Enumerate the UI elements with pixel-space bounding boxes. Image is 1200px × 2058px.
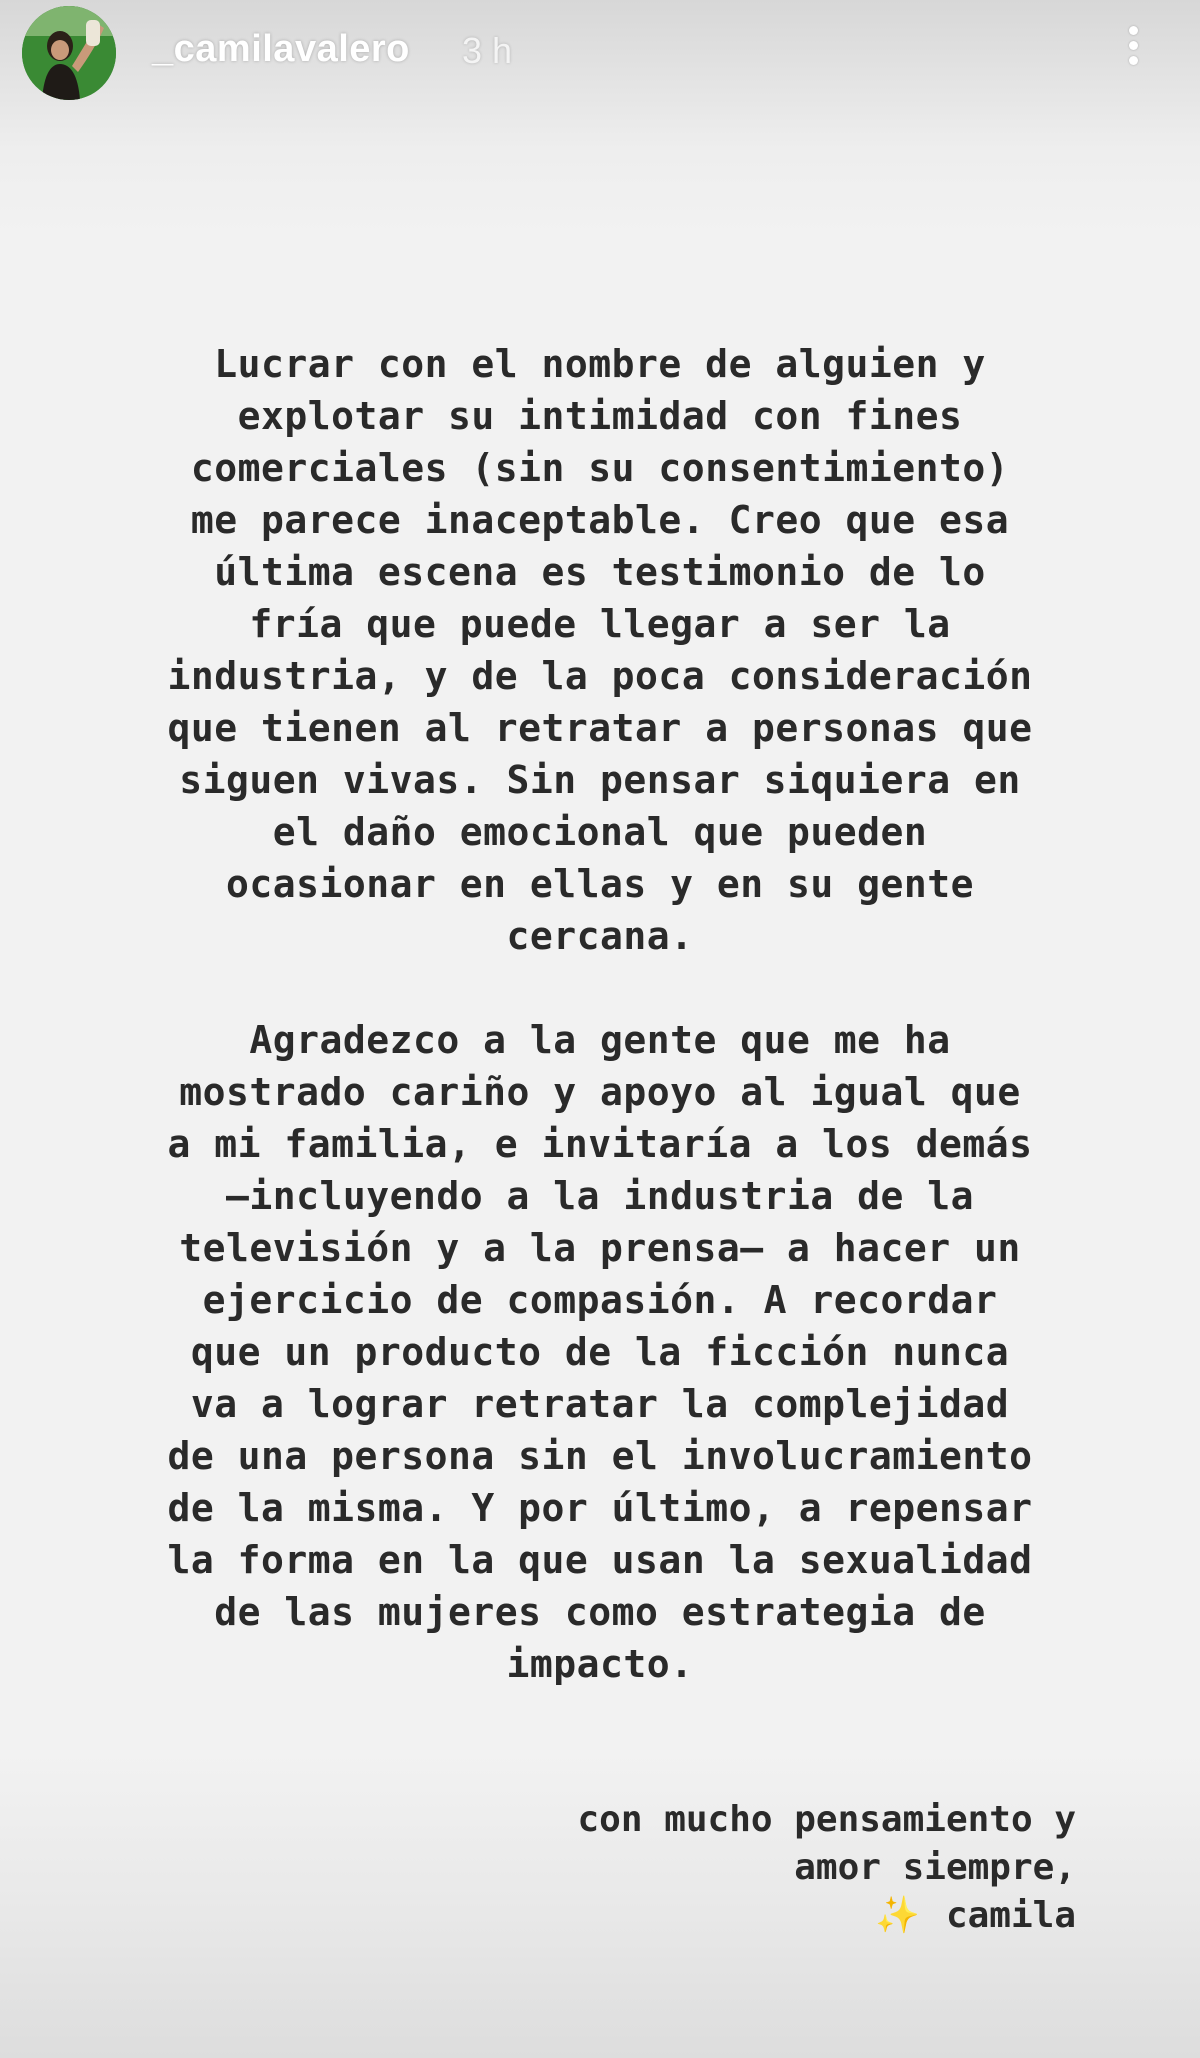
story-text-line: siguen vivas. Sin pensar siquiera en [179, 758, 1021, 802]
story-text-line: el daño emocional que pueden [272, 810, 928, 854]
username[interactable]: _camilavalero [152, 28, 410, 70]
story-text-line: mostrado cariño y apoyo al igual que [179, 1070, 1021, 1114]
vertical-ellipsis-icon [1129, 26, 1138, 35]
story-text-line: de las mujeres como estrategia de [214, 1590, 986, 1634]
story-text-line: última escena es testimonio de lo [214, 550, 986, 594]
story-text-line: fría que puede llegar a ser la [249, 602, 951, 646]
profile-photo-icon [22, 6, 116, 100]
story-signoff [578, 1796, 1077, 1940]
story-text-line: me parece inaceptable. Creo que esa [190, 498, 1010, 542]
story-paragraph-2 [84, 1014, 1116, 1690]
story-text-line: comerciales (sin su consentimiento) [190, 446, 1010, 490]
story-text-line: Agradezco a la gente que me ha [249, 1018, 951, 1062]
story-text-line: explotar su intimidad con fines [237, 394, 963, 438]
signoff-line: con mucho pensamiento y [577, 1799, 1076, 1840]
avatar[interactable] [22, 6, 116, 100]
sparkle-icon: ✨ [875, 1895, 920, 1936]
story-text-line: que un producto de la ficción nunca [190, 1330, 1010, 1374]
story-text-line: va a lograr retratar la complejidad [190, 1382, 1010, 1426]
signoff-name: camila [945, 1895, 1076, 1936]
signoff-signature-line [578, 1892, 1077, 1940]
story-text-line: Lucrar con el nombre de alguien y [214, 342, 986, 386]
more-options-button[interactable] [1118, 22, 1148, 78]
story-text-line: de una persona sin el involucramiento [167, 1434, 1033, 1478]
story-text-line: la forma en la que usan la sexualidad [167, 1538, 1033, 1582]
story-text-line: impacto. [506, 1642, 694, 1686]
story-text-line: ejercicio de compasión. A recordar [202, 1278, 998, 1322]
signoff-line: amor siempre, [794, 1847, 1076, 1888]
story-header [0, 0, 1200, 110]
story-timestamp: 3 h [462, 30, 513, 71]
story-text-line: televisión y a la prensa— a hacer un [179, 1226, 1021, 1270]
story-text-line: cercana. [506, 914, 694, 958]
story-text-line: industria, y de la poca consideración [167, 654, 1033, 698]
story-text-line: de la misma. Y por último, a repensar [167, 1486, 1033, 1530]
story-paragraph-1 [84, 338, 1116, 962]
story-text-line: ocasionar en ellas y en su gente [225, 862, 975, 906]
story-text-line: a mi familia, e invitaría a los demás [167, 1122, 1033, 1166]
story-text-line: que tienen al retratar a personas que [167, 706, 1033, 750]
story-text-line: —incluyendo a la industria de la [225, 1174, 975, 1218]
